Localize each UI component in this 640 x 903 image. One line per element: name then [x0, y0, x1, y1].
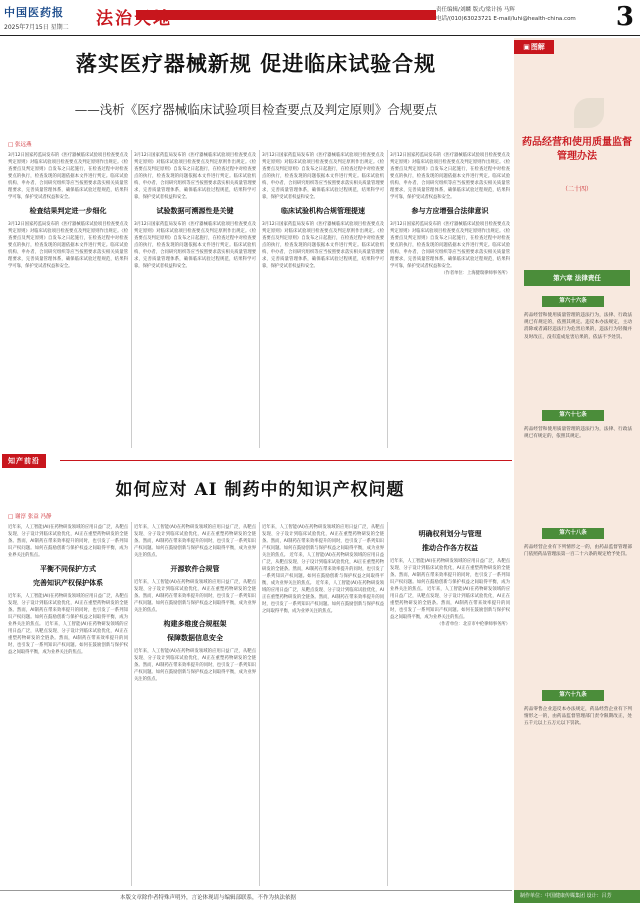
column-divider	[387, 150, 388, 448]
article1-col2	[134, 152, 256, 447]
newspaper-logo: 中国医药报	[4, 6, 64, 19]
article1-body-text: 3月12日国家药监局发布的《医疗器械临床试验项目检查要点及判定原则》对临床试验项目检查要点及判定原则作出规定。《检查要点及判定原则》自发布之日起施行，在检查过程中对检查要点的执行，检查发现的问题依据本文件进行判定。临床试验机构、申办者、合同研究组织等应当按照要求落实相关质量管理要求，完善质量管理体系，确保临床试验过程规范，结果科学可靠，保护受试者权益和安全。	[262, 153, 384, 200]
article2-col2	[134, 524, 256, 886]
article1-subheading-1: 检查结果判定进一步细化	[29, 206, 107, 215]
sidebar-article-text: 药品经营和使用质量管理的违法行为，法律、行政法规已有规定的，依照其规定。违反本办法规定，主动消除或者减轻违法行为危害后果的，违法行为轻微并及时改正，没有造成危害后果的，依法不予处罚。	[524, 313, 632, 340]
article2-body-text: 近年来，人工智能(AI)在药物研发领域的应用日益广泛，从靶点发现、分子设计到临床试验优化，AI正在重塑药物研发的全链条。然而，AI制药在带来效率提升的同时，也引发了一系列知识产权问题。如何在鼓励创新与保护权益之间取得平衡，成为业界关注的焦点。	[262, 581, 384, 614]
article1-body-text: 3月12日国家药监局发布的《医疗器械临床试验项目检查要点及判定原则》对临床试验项目检查要点及判定原则作出规定。《检查要点及判定原则》自发布之日起施行，在检查过程中对检查要点的执行，检查发现的问题依据本文件进行判定。临床试验机构、申办者、合同研究组织等应当按照要求落实相关质量管理要求，完善质量管理体系，确保临床试验过程规范，结果科学可靠，保护受试者权益和安全。	[134, 153, 256, 200]
article1-subheading-3: 临床试验机构合规管理提速	[281, 206, 365, 215]
column-divider	[387, 522, 388, 886]
sidebar-chapter: 第六章 法律责任	[524, 270, 630, 286]
sidebar-article-text: 药品经营和使用质量管理的违法行为，法律、行政法规已有规定的，依照其规定。	[524, 427, 632, 440]
article1-body-text: 3月12日国家药监局发布的《医疗器械临床试验项目检查要点及判定原则》对临床试验项目检查要点及判定原则作出规定。《检查要点及判定原则》自发布之日起施行，在检查过程中对检查要点的执行，检查发现的问题依据本文件进行判定。临床试验机构、申办者、合同研究组织等应当按照要求落实相关质量管理要求，完善质量管理体系，确保临床试验过程规范，结果科学可靠，保护受试者权益和安全。	[8, 153, 128, 200]
article1-body-text: 3月12日国家药监局发布的《医疗器械临床试验项目检查要点及判定原则》对临床试验项目检查要点及判定原则作出规定。《检查要点及判定原则》自发布之日起施行，在检查过程中对检查要点的执行，检查发现的问题依据本文件进行判定。临床试验机构、申办者、合同研究组织等应当按照要求落实相关质量管理要求，完善质量管理体系，确保临床试验过程规范，结果科学可靠，保护受试者权益和安全。	[8, 222, 128, 269]
section2-label: 知产前沿	[2, 454, 46, 468]
section-title: 法治天地	[96, 9, 172, 29]
column-divider	[259, 522, 260, 886]
column-divider	[259, 150, 260, 448]
sidebar-article-text: 药品零售企业违反本办法规定，药品经营企业有下列情形之一的，由药品监督管理部门责令限期改正，处五千元以上五万元以下罚款。	[524, 707, 632, 727]
article2-body-text: 近年来，人工智能(AI)在药物研发领域的应用日益广泛，从靶点发现、分子设计到临床试验优化，AI正在重塑药物研发的全链条。然而，AI制药在带来效率提升的同时，也引发了一系列知识产权问题。如何在鼓励创新与保护权益之间取得平衡，成为业界关注的焦点。	[8, 594, 128, 627]
article2-body-text: 近年来，人工智能(AI)在药物研发领域的应用日益广泛，从靶点发现、分子设计到临床试验优化，AI正在重塑药物研发的全链条。然而，AI制药在带来效率提升的同时，也引发了一系列知识产权问题。如何在鼓励创新与保护权益之间取得平衡，成为业界关注的焦点。	[262, 525, 384, 558]
article2-body-text: 近年来，人工智能(AI)在药物研发领域的应用日益广泛，从靶点发现、分子设计到临床试验优化，AI正在重塑药物研发的全链条。然而，AI制药在带来效率提升的同时，也引发了一系列知识产权问题。如何在鼓励创新与保护权益之间取得平衡，成为业界关注的焦点。	[390, 559, 510, 592]
article2-subheading-1: 平衡不同保护方式 完善知识产权保护体系	[33, 564, 103, 587]
article2-body-text: 近年来，人工智能(AI)在药物研发领域的应用日益广泛，从靶点发现、分子设计到临床试验优化，AI正在重塑药物研发的全链条。然而，AI制药在带来效率提升的同时，也引发了一系列知识产权问题。如何在鼓励创新与保护权益之间取得平衡，成为业界关注的焦点。	[390, 587, 510, 620]
footer-disclaimer: 本版文章除作者特殊声明外，言论体现请与编辑部联系，不作为执法依据	[120, 895, 297, 901]
article2-body-text: 近年来，人工智能(AI)在药物研发领域的应用日益广泛，从靶点发现、分子设计到临床试验优化，AI正在重塑药物研发的全链条。然而，AI制药在带来效率提升的同时，也引发了一系列知识产权问题。如何在鼓励创新与保护权益之间取得平衡，成为业界关注的焦点。	[262, 553, 384, 586]
article2-closing: （作者单位：北京市中伦律师事务所）	[436, 622, 510, 627]
article2-body-text: 近年来，人工智能(AI)在药物研发领域的应用日益广泛，从靶点发现、分子设计到临床试验优化，AI正在重塑药物研发的全链条。然而，AI制药在带来效率提升的同时，也引发了一系列知识产权问题。如何在鼓励创新与保护权益之间取得平衡，成为业界关注的焦点。	[134, 580, 256, 613]
article1-col1	[8, 152, 128, 447]
section-bar	[136, 10, 436, 20]
article1-body-text: 3月12日国家药监局发布的《医疗器械临床试验项目检查要点及判定原则》对临床试验项目检查要点及判定原则作出规定。《检查要点及判定原则》自发布之日起施行，在检查过程中对检查要点的执行，检查发现的问题依据本文件进行判定。临床试验机构、申办者、合同研究组织等应当按照要求落实相关质量管理要求，完善质量管理体系，确保临床试验过程规范，结果科学可靠，保护受试者权益和安全。	[390, 222, 510, 269]
contact-line: 电话/(010)63023721 E-mail/luhi@health-china.com	[436, 16, 576, 22]
sidebar-title: 药品经营和使用质量监督管理办法	[522, 137, 632, 162]
leaf-decoration-icon	[574, 98, 604, 128]
article1-subhead: ——浅析《医疗器械临床试验项目检查要点及判定原则》合规要点	[74, 102, 438, 117]
sidebar-article-label: 第六十八条	[542, 528, 604, 539]
page-footer	[0, 890, 512, 903]
article1-body-text: 3月12日国家药监局发布的《医疗器械临床试验项目检查要点及判定原则》对临床试验项目检查要点及判定原则作出规定。《检查要点及判定原则》自发布之日起施行，在检查过程中对检查要点的执行，检查发现的问题依据本文件进行判定。临床试验机构、申办者、合同研究组织等应当按照要求落实相关质量管理要求，完善质量管理体系，确保临床试验过程规范，结果科学可靠，保护受试者权益和安全。	[134, 222, 256, 269]
article1-col3	[262, 152, 384, 447]
article2-subheading-4: 明确权利划分与管理 推动合作各方权益	[418, 529, 482, 552]
header-rule	[0, 35, 640, 36]
article2-body-text: 近年来，人工智能(AI)在药物研发领域的应用日益广泛，从靶点发现、分子设计到临床试验优化，AI正在重塑药物研发的全链条。然而，AI制药在带来效率提升的同时，也引发了一系列知识产权问题。如何在鼓励创新与保护权益之间取得平衡，成为业界关注的焦点。	[134, 649, 256, 682]
article2-subheading-2: 开源软件合规管	[170, 564, 220, 573]
column-divider	[131, 150, 132, 448]
column-divider	[131, 522, 132, 886]
editors-line: 责任编辑/刘麟 版式/梁计扬 马辉	[436, 7, 515, 13]
article1-col4	[390, 152, 510, 447]
sidebar-article-label: 第六十九条	[542, 690, 604, 701]
article1-subheading-2: 试验数据可溯源性是关键	[156, 206, 234, 215]
sidebar-article-text: 药品经营企业有下列情形之一的，由药品监督管理部门依照药品管理法第一百二十六条的规定给予处罚。	[524, 545, 632, 558]
article1-subheading-4: 参与方应增强合法律意识	[411, 206, 489, 215]
sidebar-article-label: 第六十七条	[542, 410, 604, 421]
sidebar-article-label: 第六十六条	[542, 296, 604, 307]
issue-date: 2025年7月15日 星期二	[4, 24, 69, 31]
sidebar-subtitle: （二十四）	[561, 186, 592, 193]
page-number: 3	[615, 2, 634, 32]
masthead	[0, 0, 640, 36]
article2-col4	[390, 524, 510, 886]
article1-byline: □ 张远燕	[8, 142, 32, 148]
article1-body-text: 3月12日国家药监局发布的《医疗器械临床试验项目检查要点及判定原则》对临床试验项目检查要点及判定原则作出规定。《检查要点及判定原则》自发布之日起施行，在检查过程中对检查要点的执行，检查发现的问题依据本文件进行判定。临床试验机构、申办者、合同研究组织等应当按照要求落实相关质量管理要求，完善质量管理体系，确保临床试验过程规范，结果科学可靠，保护受试者权益和安全。	[262, 222, 384, 269]
article2-body-text: 近年来，人工智能(AI)在药物研发领域的应用日益广泛，从靶点发现、分子设计到临床试验优化，AI正在重塑药物研发的全链条。然而，AI制药在带来效率提升的同时，也引发了一系列知识产权问题。如何在鼓励创新与保护权益之间取得平衡，成为业界关注的焦点。	[134, 525, 256, 558]
section2-banner	[0, 453, 512, 467]
article2-col3	[262, 524, 384, 886]
article2-headline: 如何应对 AI 制药中的知识产权问题	[115, 480, 405, 500]
picture-icon: ▣	[523, 43, 530, 51]
article2-byline: □ 谢淳 张益 冯静	[8, 514, 52, 520]
section2-rule	[60, 460, 512, 461]
article1-body-text: 3月12日国家药监局发布的《医疗器械临床试验项目检查要点及判定原则》对临床试验项目检查要点及判定原则作出规定。《检查要点及判定原则》自发布之日起施行，在检查过程中对检查要点的执行，检查发现的问题依据本文件进行判定。临床试验机构、申办者、合同研究组织等应当按照要求落实相关质量管理要求，完善质量管理体系，确保临床试验过程规范，结果科学可靠，保护受试者权益和安全。	[390, 153, 510, 200]
sidebar-footer: 制作单位：中国健康传媒集团 设计：吕芳	[514, 890, 640, 903]
article1-headline: 落实医疗器械新规 促进临床试验合规	[75, 51, 437, 76]
sidebar-tag: ▣图解	[514, 40, 554, 54]
article2-subheading-3: 构建多维度合规框架 保障数据信息安全	[163, 619, 227, 642]
article2-body-text: 近年来，人工智能(AI)在药物研发领域的应用日益广泛，从靶点发现、分子设计到临床试验优化，AI正在重塑药物研发的全链条。然而，AI制药在带来效率提升的同时，也引发了一系列知识产权问题。如何在鼓励创新与保护权益之间取得平衡，成为业界关注的焦点。	[8, 525, 128, 558]
article1-closing: （作者单位：上海健瑞律师事务所）	[441, 271, 510, 276]
article2-col1	[8, 524, 128, 886]
article2-body-text: 近年来，人工智能(AI)在药物研发领域的应用日益广泛，从靶点发现、分子设计到临床试验优化，AI正在重塑药物研发的全链条。然而，AI制药在带来效率提升的同时，也引发了一系列知识产权问题。如何在鼓励创新与保护权益之间取得平衡，成为业界关注的焦点。	[8, 622, 128, 655]
infographic-sidebar	[514, 38, 640, 903]
editor-credits	[436, 6, 616, 24]
